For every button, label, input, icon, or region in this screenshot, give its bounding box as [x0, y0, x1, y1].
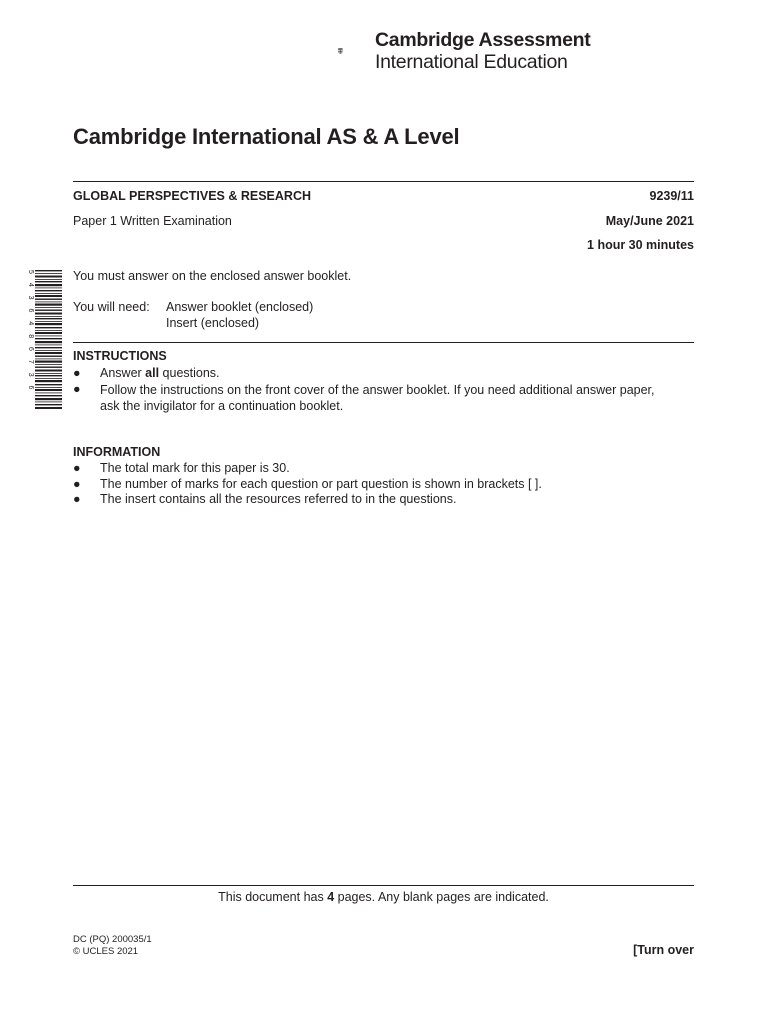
information-text: The insert contains all the resources referred to in the questions.	[100, 492, 457, 506]
information-text: The number of marks for each question or part question is shown in brackets [ ].	[100, 477, 542, 491]
barcode-digits: 5 4 3 6 4 8 6 7 3 6	[27, 270, 34, 393]
document-reference: DC (PQ) 200035/1	[73, 934, 152, 945]
exam-duration: 1 hour 30 minutes	[587, 238, 694, 252]
instruction-text-line2: ask the invigilator for a continuation booklet.	[100, 399, 344, 413]
need-label: You will need:	[73, 300, 150, 314]
turn-over-note: [Turn over	[633, 943, 694, 957]
subject-name: GLOBAL PERSPECTIVES & RESEARCH	[73, 189, 312, 203]
instruction-item	[73, 366, 220, 380]
instruction-text-pre: Answer	[100, 366, 146, 380]
copyright-notice: © UCLES 2021	[73, 946, 139, 957]
instruction-text	[100, 382, 655, 414]
need-item-insert: Insert (enclosed)	[166, 316, 260, 330]
instruction-text-line1: Follow the instructions on the front cover of the answer booklet. If you need additional answer paper,	[100, 383, 655, 397]
bullet-icon: ●	[73, 366, 81, 380]
bullet-icon: ●	[73, 461, 81, 475]
need-item-answer-booklet: Answer booklet (enclosed)	[166, 300, 314, 314]
logo-wordmark	[375, 31, 590, 72]
logo-line-2: International Education	[375, 50, 568, 73]
information-item	[73, 492, 456, 506]
instruction-text-bold: all	[145, 366, 160, 380]
page-count-post: pages. Any blank pages are indicated.	[334, 890, 549, 904]
exam-session: May/June 2021	[605, 214, 694, 228]
instructions-heading: INSTRUCTIONS	[73, 349, 167, 363]
information-item	[73, 461, 290, 475]
instruction-item	[73, 382, 655, 414]
header-rule	[73, 181, 694, 182]
paper-name: Paper 1 Written Examination	[73, 214, 232, 228]
instruction-text-post: questions.	[159, 366, 220, 380]
information-item	[73, 477, 542, 491]
page-count-number: 4	[327, 890, 335, 904]
syllabus-code: 9239/11	[649, 189, 694, 203]
logo-line-1: Cambridge Assessment	[375, 29, 591, 51]
bullet-icon: ●	[73, 382, 81, 396]
footer-rule	[73, 885, 694, 886]
cambridge-crest-logo	[338, 30, 372, 72]
information-text: The total mark for this paper is 30.	[100, 461, 290, 475]
instructions-rule	[73, 342, 694, 343]
page-count-pre: This document has	[218, 890, 328, 904]
answer-note: You must answer on the enclosed answer booklet.	[73, 269, 352, 283]
page-count-note	[73, 890, 694, 904]
qualification-title: Cambridge International AS & A Level	[73, 124, 460, 149]
bullet-icon: ●	[73, 492, 81, 506]
bullet-icon: ●	[73, 477, 81, 491]
instruction-text	[100, 366, 220, 380]
information-heading: INFORMATION	[73, 445, 161, 459]
